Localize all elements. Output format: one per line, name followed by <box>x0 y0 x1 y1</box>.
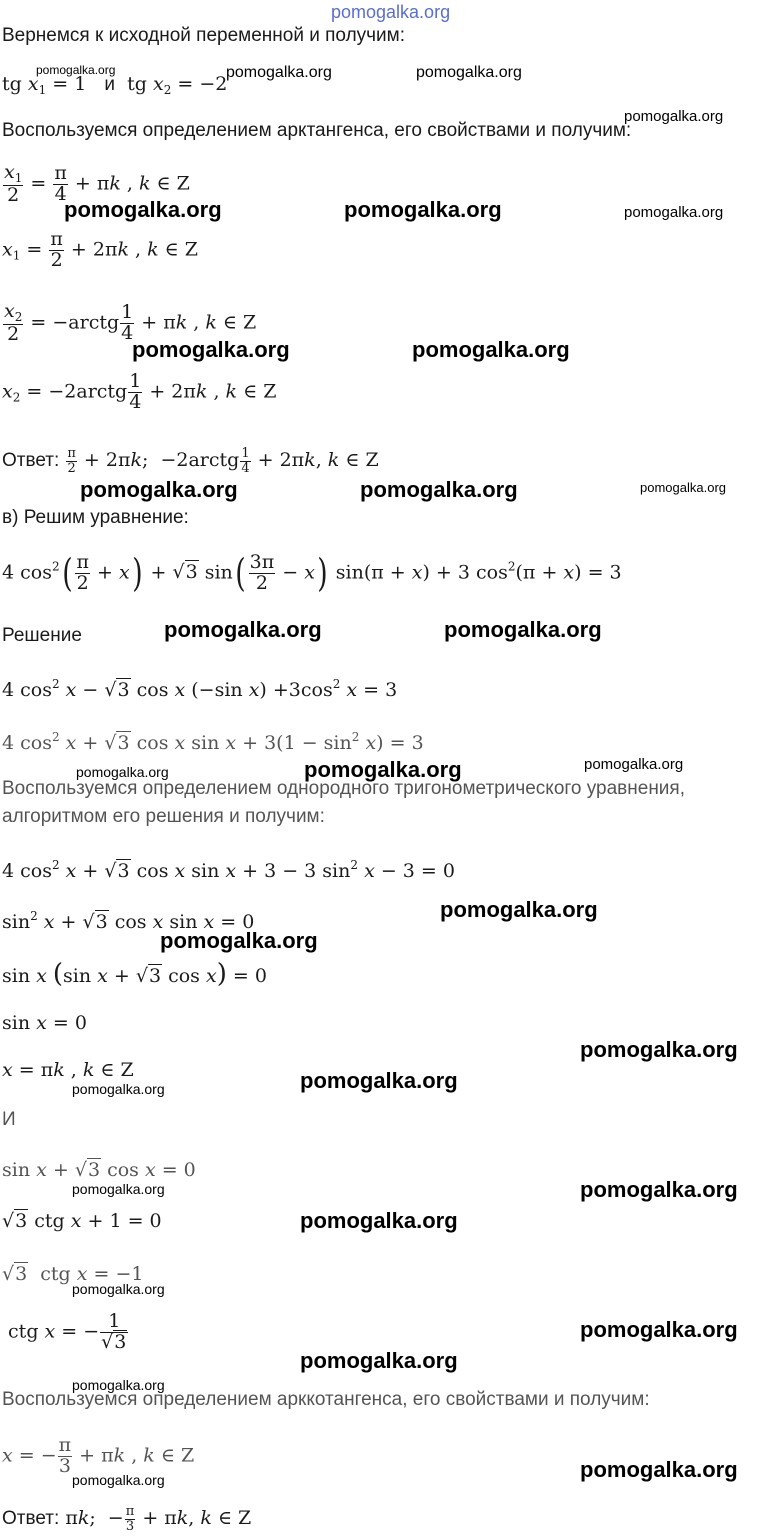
text-return-var: Вернемся к исходной переменной и получим: <box>2 25 406 46</box>
eq-x-pi-k: x = πk , k ∈ Z <box>2 1059 134 1081</box>
watermark: pomogalka.org <box>164 617 322 642</box>
watermark: pomogalka.org <box>304 757 462 782</box>
text-use-homog-2: алгоритмом его решения и получим: <box>2 806 325 827</box>
watermark: pomogalka.org <box>416 64 522 81</box>
watermark: pomogalka.org <box>344 197 502 222</box>
answer-label-2: Ответ: <box>2 1508 60 1530</box>
watermark: pomogalka.org <box>624 108 724 125</box>
text-part-v: в) Решим уравнение: <box>2 507 189 528</box>
eq-sin-zero: sin x = 0 <box>2 1012 87 1034</box>
answer-label: Ответ: <box>2 450 60 472</box>
eq-x1: $x_1$ = $\frac{\pi}{2}$ + 2πk , k ∈ Z <box>2 228 198 271</box>
eq-tg-values: tg $x_1 = 1$ и tg $x_2 = -2$ <box>2 73 228 97</box>
text-use-arcctg: Воспользуемся определением арккотангенса, его свойствами и получим: <box>2 1389 650 1410</box>
text-use-homog-1: Воспользуемся определением однородного тригонометрического уравнения, <box>2 778 685 799</box>
eq-x2: $x_2$ = −2arctg $\frac{1}{4}$ + 2πk , k ∈ Z <box>2 370 277 413</box>
watermark: pomogalka.org <box>160 928 318 953</box>
watermark: pomogalka.org <box>624 204 724 221</box>
watermark: pomogalka.org <box>72 1472 165 1488</box>
text-use-arctg: Воспользуемся определением арктангенса, его свойствами и получим: <box>2 120 632 141</box>
watermark: pomogalka.org <box>76 764 169 780</box>
watermark: pomogalka.org <box>580 1457 738 1482</box>
watermark: pomogalka.org <box>580 1317 738 1342</box>
eq-x1-half: $\frac{x_1}{2}$ = $\frac{\pi}{4}$ + πk , k ∈ Z <box>4 161 190 206</box>
watermark: pomogalka.org <box>440 897 598 922</box>
watermark: pomogalka.org <box>132 337 290 362</box>
eq-step-7: √3 ctg x + 1 = 0 <box>2 1210 162 1232</box>
watermark: pomogalka.org <box>36 63 116 77</box>
eq-step-8: √3 ctg x = −1 <box>2 1263 144 1285</box>
eq-step-6: sin x + √3 cos x = 0 <box>2 1159 196 1181</box>
watermark: pomogalka.org <box>584 756 684 773</box>
eq-main: 4 $\cos^2$( $\frac{\pi}{2}$ + x) + √3 sin( $\frac{3\pi}{2}$ − x) sin(π + x) + 3 $\cos^2(\pi + x) = 3$ <box>2 551 622 596</box>
eq-step-4: $\sin^2 x + √3$ cos x sin x = 0 <box>2 909 255 933</box>
answer-1: Ответ: $\frac{\pi}{2}$ + 2πk; −2arctg $\frac{1}{4}$ + 2πk, k ∈ Z <box>2 446 379 476</box>
watermark: pomogalka.org <box>580 1177 738 1202</box>
watermark: pomogalka.org <box>72 1181 165 1197</box>
watermark: pomogalka.org <box>412 337 570 362</box>
watermark: pomogalka.org <box>580 1037 738 1062</box>
eq-x-final: x = − $\frac{\pi}{3}$ + πk , k ∈ Z <box>2 1434 195 1477</box>
text-and-cap: И <box>2 1109 16 1130</box>
watermark: pomogalka.org <box>64 197 222 222</box>
watermark: pomogalka.org <box>300 1068 458 1093</box>
watermark: pomogalka.org <box>72 1377 165 1393</box>
watermark: pomogalka.org <box>72 1081 165 1097</box>
watermark: pomogalka.org <box>640 480 726 495</box>
watermark-top: pomogalka.org <box>331 2 451 22</box>
text-solution: Решение <box>2 625 82 646</box>
watermark: pomogalka.org <box>444 617 602 642</box>
eq-x2-half: $\frac{x_2}{2}$ = −arctg $\frac{1}{4}$ + πk , k ∈ Z <box>4 300 257 345</box>
eq-step-9: ctg x = − $\frac{1}{√3}$ <box>2 1310 127 1353</box>
watermark: pomogalka.org <box>360 477 518 502</box>
watermark: pomogalka.org <box>300 1208 458 1233</box>
watermark: pomogalka.org <box>80 477 238 502</box>
eq-step-5: sin x (sin x + √3 cos x) = 0 <box>2 959 267 989</box>
watermark: pomogalka.org <box>300 1348 458 1373</box>
watermark: pomogalka.org <box>226 64 332 81</box>
watermark: pomogalka.org <box>72 1281 165 1297</box>
word-and: и <box>104 74 116 95</box>
eq-step-3: 4 $\cos^2 x + √3$ cos x sin x + 3 − 3 $\sin^2 x - 3 = 0$ <box>2 858 455 882</box>
eq-step-1: 4 $\cos^2 x - √3$ cos x (−sin $x) +3\cos^2$ x = 3 <box>2 677 398 701</box>
answer-2: Ответ: πk; − $\frac{\pi}{3}$ + πk, k ∈ Z <box>2 1504 252 1534</box>
eq-step-2: 4 $\cos^2 x + √3$ cos x $\sin x + 3(1 - \sin^2 x) = 3$ <box>2 730 424 754</box>
